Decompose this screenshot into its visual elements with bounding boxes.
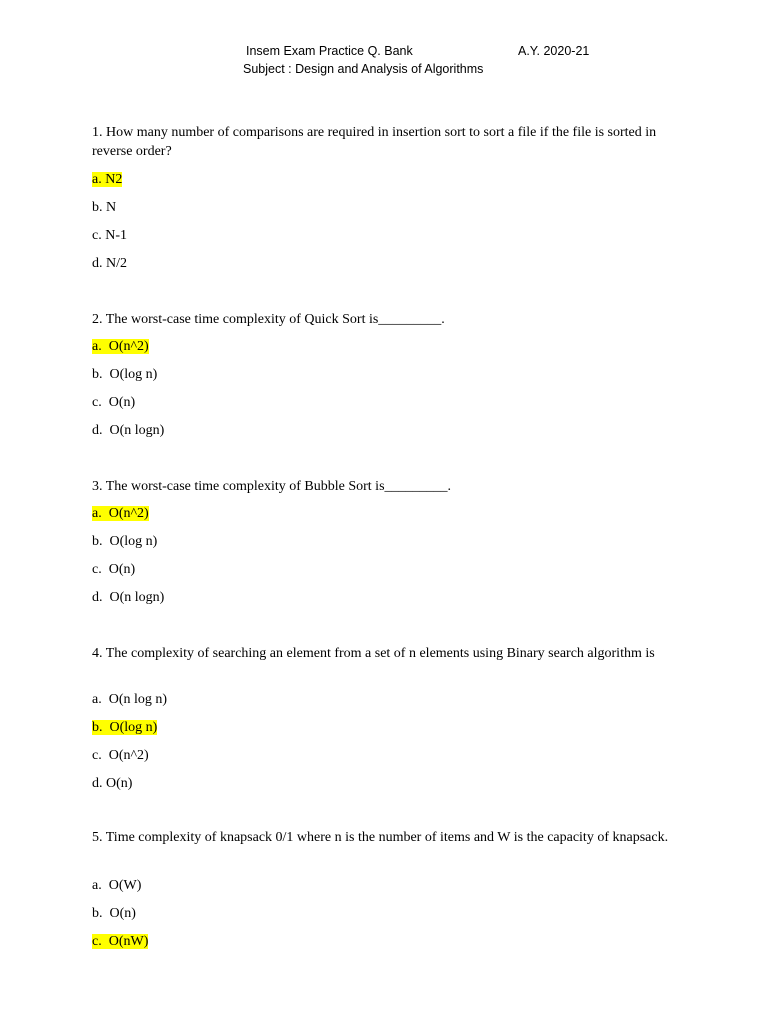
question-4-text: 4. The complexity of searching an element from a set of n elements using Binary search algorithm is — [92, 646, 655, 661]
subject-line: Subject : Design and Analysis of Algorithms — [243, 62, 484, 76]
question-2-text: 2. The worst-case time complexity of Quick Sort is_________. — [92, 312, 445, 327]
question-1-option-b: b. N — [92, 200, 117, 215]
question-4-option-b — [92, 719, 157, 737]
answer-highlight: a. O(n^2) — [92, 506, 149, 521]
question-5-option-a: a. O(W) — [92, 878, 142, 893]
question-5-text: 5. Time complexity of knapsack 0/1 where n is the number of items and W is the capacity of knapsack. — [92, 830, 669, 845]
question-3-option-d: d. O(n logn) — [92, 590, 165, 605]
question-3-option-a — [92, 505, 149, 523]
question-4-option-a: a. O(n log n) — [92, 692, 168, 707]
question-5-option-b: b. O(n) — [92, 906, 136, 921]
question-5-option-c — [92, 933, 148, 951]
question-1-text: 1. How many number of comparisons are required in insertion sort to sort a file if the file is sorted in reverse order? — [92, 125, 657, 159]
question-1-option-a — [92, 171, 122, 189]
question-2-option-c: c. O(n) — [92, 395, 136, 410]
academic-year: A.Y. 2020-21 — [518, 44, 590, 58]
question-1-option-d: d. N/2 — [92, 256, 127, 271]
question-4-option-c: c. O(n^2) — [92, 748, 149, 763]
question-1-option-c: c. N-1 — [92, 228, 127, 243]
question-2-option-a — [92, 338, 149, 356]
question-4-option-d: d. O(n) — [92, 776, 133, 791]
question-3-option-c: c. O(n) — [92, 562, 136, 577]
answer-highlight: c. O(nW) — [92, 934, 149, 949]
question-3-text: 3. The worst-case time complexity of Bubble Sort is_________. — [92, 479, 452, 494]
answer-highlight: a. O(n^2) — [92, 339, 149, 354]
answer-highlight: b. O(log n) — [92, 720, 158, 735]
answer-highlight: a. N2 — [92, 172, 123, 187]
question-3-option-b: b. O(log n) — [92, 534, 158, 549]
question-2-option-d: d. O(n logn) — [92, 423, 165, 438]
question-2-option-b: b. O(log n) — [92, 367, 158, 382]
document-title: Insem Exam Practice Q. Bank — [246, 44, 413, 58]
